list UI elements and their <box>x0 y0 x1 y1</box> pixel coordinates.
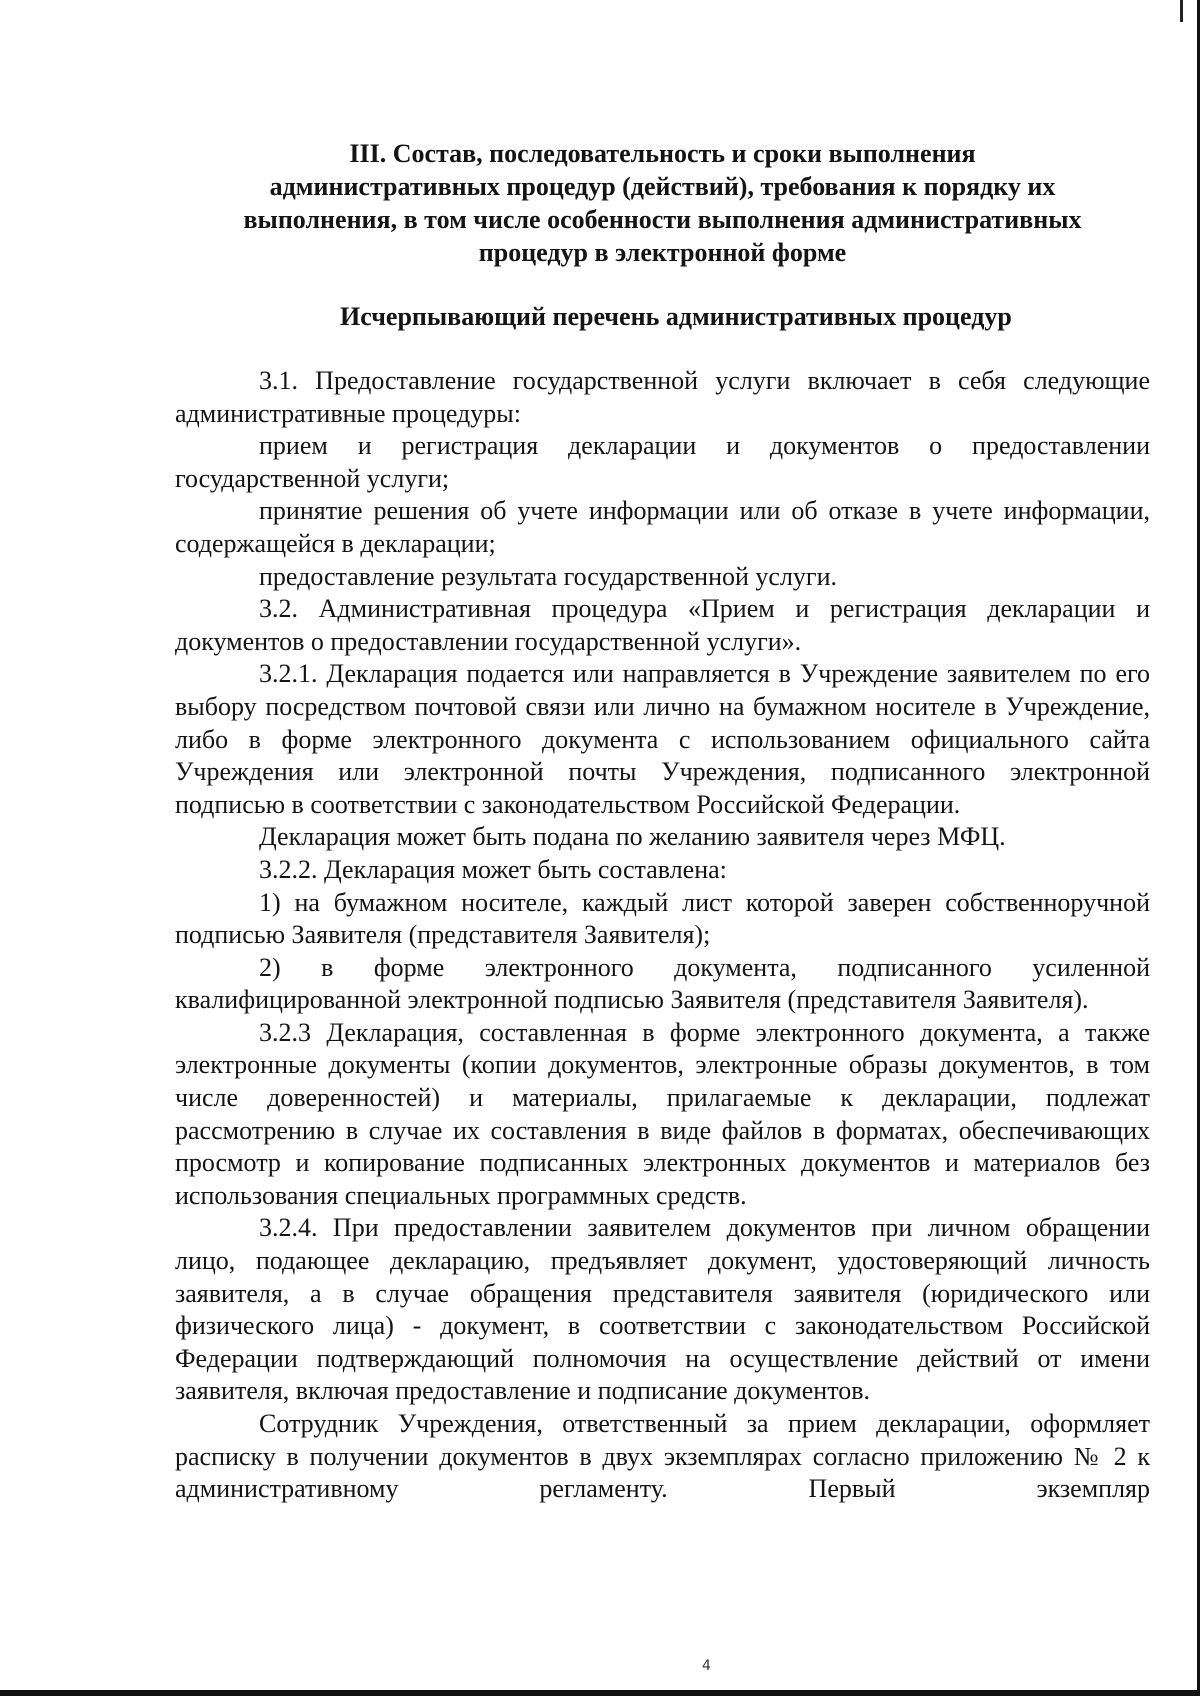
list-item-result: предоставление результата государственной услуги. <box>259 561 838 591</box>
page-number: 4 <box>702 1658 711 1674</box>
paragraph-3-2-3: 3.2.3 Декларация, составленная в форме электронного документа, а также электронные документы (копии документов, электронные образы документов, в том числе доверенностей) и материалы, прилагаемые к декларации, подлежат рассмотрению в случае их составления в виде файлов в форматах, обеспечивающих просмотр и копирование подписанных электронных документов и материалов без использования специальных программных средств. <box>175 1017 1150 1210</box>
section-heading-line: административных процедур (действий), требования к порядку их <box>269 172 1056 201</box>
paragraph-receipt: Сотрудник Учреждения, ответственный за прием декларации, оформляет расписку в получении документов в двух экземплярах согласно приложению № 2 к административному регламенту. Первый экземпляр <box>175 1409 1150 1504</box>
section-heading-line: процедур в электронной форме <box>478 238 847 267</box>
paragraph-mfc: Декларация может быть подана по желанию заявителя через МФЦ. <box>259 822 1006 852</box>
section-heading <box>175 137 1150 269</box>
paragraph-3-2-4: 3.2.4. При предоставлении заявителем документов при личном обращении лицо, подающее декларацию, предъявляет документ, удостоверяющий личность заявителя, а в случае обращения представителя заявителя (юридического или физического лица) - документ, в соответствии с законодательством Российской Федерации подтверждающий полномочия на осуществление действий от имени заявителя, включая предоставление и подписание документов. <box>175 1213 1150 1406</box>
list-item-paper: 1) на бумажном носителе, каждый лист которой заверен собственноручной подписью Заявителя (представителя Заявителя); <box>175 887 1150 950</box>
paragraph-3-1: 3.1. Предоставление государственной услуги включает в себя следующие административные процедуры: <box>175 366 1150 428</box>
section-heading-line: III. Состав, последовательность и сроки выполнения <box>349 139 976 168</box>
document-body <box>175 365 1150 1506</box>
list-item-decision: принятие решения об учете информации или об отказе в учете информации, содержащейся в декларации; <box>175 496 1150 558</box>
paragraph-3-2: 3.2. Административная процедура «Прием и регистрация декларации и документов о предоставлении государственной услуги». <box>175 594 1150 656</box>
scan-border-bottom <box>0 1690 1200 1696</box>
subsection-heading: Исчерпывающий перечень административных процедур <box>340 302 1012 331</box>
list-item-electronic: 2) в форме электронного документа, подписанного усиленной квалифицированной электронной подписью Заявителя (представителя Заявителя). <box>175 952 1150 1015</box>
scan-edge-mark <box>1180 0 1183 22</box>
paragraph-3-2-2: 3.2.2. Декларация может быть составлена: <box>259 854 727 884</box>
paragraph-3-2-1: 3.2.1. Декларация подается или направляется в Учреждение заявителем по его выбору посредством почтовой связи или лично на бумажном носителе в Учреждение, либо в форме электронного документа с использованием официального сайта Учреждения или электронной почты Учреждения, подписанного электронной подписью в соответствии с законодательством Российской Федерации. <box>175 659 1150 819</box>
section-heading-line: выполнения, в том числе особенности выполнения административных <box>243 205 1082 234</box>
list-item-reception: прием и регистрация декларации и документов о предоставлении государственной услуги; <box>175 431 1150 493</box>
